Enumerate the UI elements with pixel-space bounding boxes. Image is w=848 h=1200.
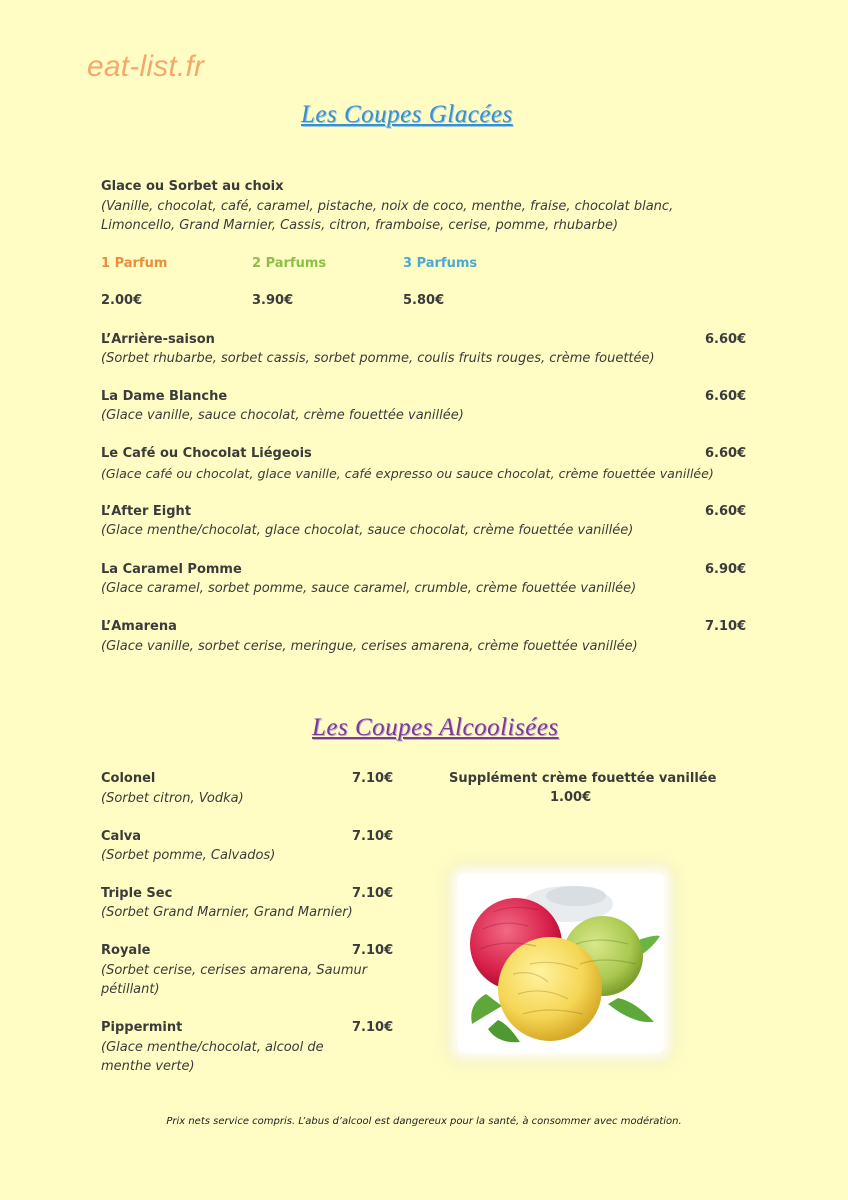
item-name: Calva: [101, 829, 142, 844]
item-name: Royale: [101, 943, 151, 958]
item-price: 7.10€: [352, 886, 394, 901]
site-logo: eat-list.fr: [87, 50, 205, 83]
item-price: 7.10€: [705, 619, 747, 634]
intro-name: Glace ou Sorbet au choix: [101, 179, 284, 194]
item-description: (Sorbet cerise, cerises amarena, Saumur pétillant): [101, 963, 368, 997]
item-description: (Glace vanille, sorbet cerise, meringue, cerises amarena, crème fouettée vanillée): [101, 639, 638, 654]
item-name: La Caramel Pomme: [101, 562, 242, 577]
parfum-price-2: 3.90€: [252, 293, 294, 308]
supplement-price: 1.00€: [550, 790, 592, 805]
item-name: L’Amarena: [101, 619, 177, 634]
item-description: (Glace menthe/chocolat, glace chocolat, sauce chocolat, crème fouettée vanillée): [101, 523, 634, 538]
parfum-price-3: 5.80€: [403, 293, 445, 308]
item-name: Pippermint: [101, 1020, 183, 1035]
item-name: L’Arrière-saison: [101, 332, 215, 347]
section-title-coupes-alcoolisees: Les Coupes Alcoolisées: [312, 714, 559, 741]
item-price: 7.10€: [352, 943, 394, 958]
item-description: (Sorbet citron, Vodka): [101, 791, 244, 806]
item-price: 6.60€: [705, 389, 747, 404]
item-price: 6.90€: [705, 562, 747, 577]
item-description: (Glace menthe/chocolat, alcool de menthe verte): [101, 1040, 324, 1074]
item-name: Triple Sec: [101, 886, 173, 901]
item-description: (Glace café ou chocolat, glace vanille, café expresso ou sauce chocolat, crème fouettée vanillée): [101, 466, 714, 481]
supplement-label: Supplément crème fouettée vanillée: [449, 771, 717, 786]
item-price: 6.60€: [705, 446, 747, 461]
parfum-label-1: 1 Parfum: [101, 256, 168, 271]
footer-note: Prix nets service compris. L’abus d’alcool est dangereux pour la santé, à consommer avec modération.: [166, 1116, 682, 1127]
parfum-label-2: 2 Parfums: [252, 256, 327, 271]
item-price: 6.60€: [705, 332, 747, 347]
intro-description: (Vanille, chocolat, café, caramel, pistache, noix de coco, menthe, fraise, chocolat blanc, Limoncello, Grand Marnier, Cassis, citron, framboise, cerise, pomme, rhubarbe): [101, 199, 674, 233]
item-price: 7.10€: [352, 1020, 394, 1035]
item-name: Colonel: [101, 771, 156, 786]
item-name: L’After Eight: [101, 504, 192, 519]
item-description: (Glace vanille, sauce chocolat, crème fouettée vanillée): [101, 408, 464, 423]
parfum-price-1: 2.00€: [101, 293, 143, 308]
item-description: (Sorbet rhubarbe, sorbet cassis, sorbet pomme, coulis fruits rouges, crème fouettée): [101, 351, 655, 366]
item-price: 7.10€: [352, 771, 394, 786]
item-name: La Dame Blanche: [101, 389, 228, 404]
section-title-coupes-glacees: Les Coupes Glacées: [301, 101, 513, 128]
parfum-label-3: 3 Parfums: [403, 256, 478, 271]
item-description: (Sorbet Grand Marnier, Grand Marnier): [101, 905, 353, 920]
ice-cream-scoops-image: [458, 874, 664, 1052]
item-price: 7.10€: [352, 829, 394, 844]
item-name: Le Café ou Chocolat Liégeois: [101, 446, 312, 461]
item-price: 6.60€: [705, 504, 747, 519]
item-description: (Glace caramel, sorbet pomme, sauce caramel, crumble, crème fouettée vanillée): [101, 581, 637, 596]
item-description: (Sorbet pomme, Calvados): [101, 848, 276, 863]
